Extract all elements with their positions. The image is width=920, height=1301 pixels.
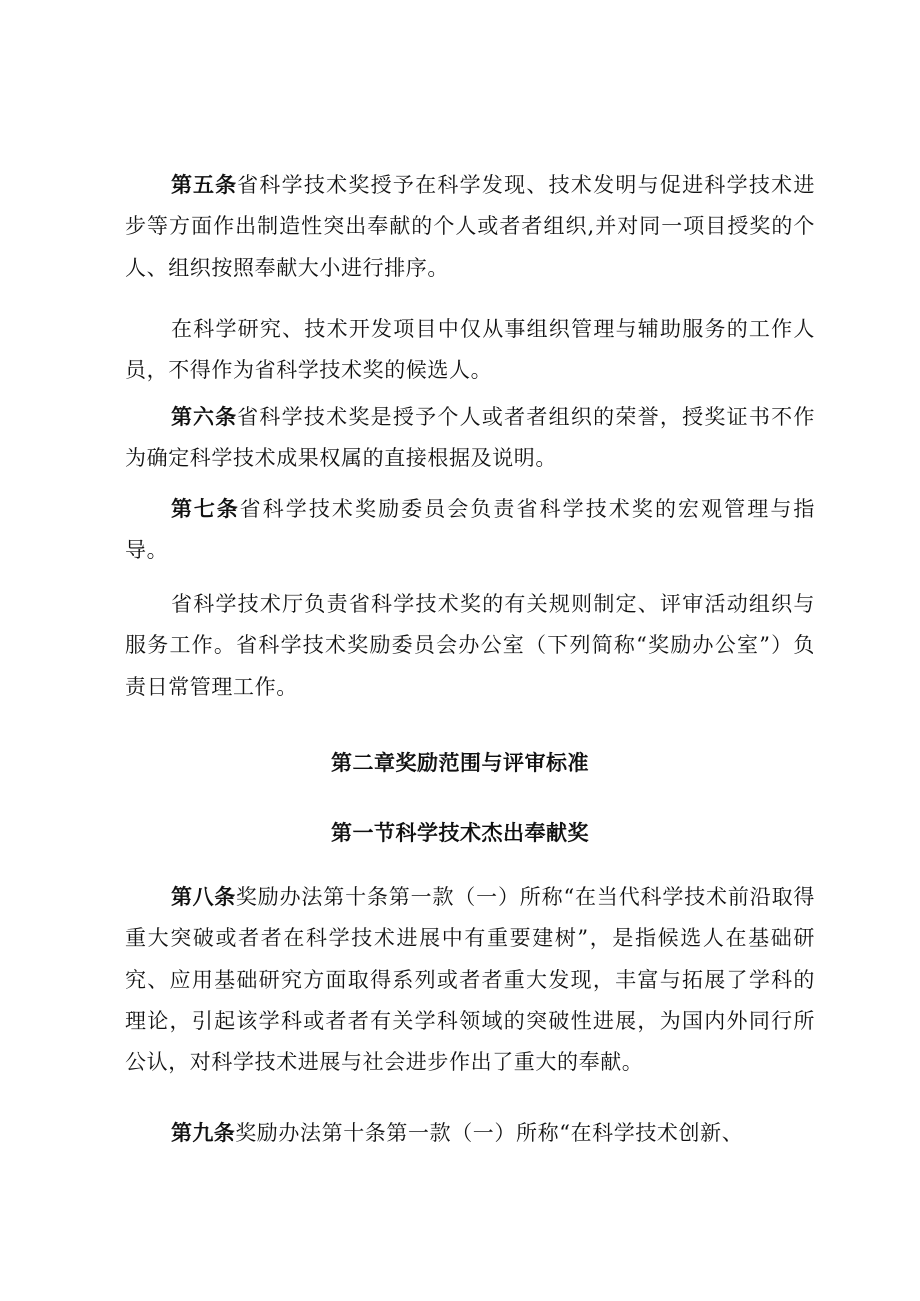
article-5-text: 省科学技术奖授予在科学发现、技术发明与促进科学技术进步等方面作出制造性突出奉献的个人或者者组织,并对同一项目授奖的个人、组织按照奉献大小进行排序。 bbox=[125, 173, 815, 280]
article-9-paragraph bbox=[125, 1113, 815, 1154]
article-7-label: 第七条 bbox=[171, 497, 240, 521]
article-8-paragraph bbox=[125, 877, 815, 1083]
article-7-text-2: 省科学技术厅负责省科学技术奖的有关规则制定、评审活动组织与服务工作。省科学技术奖励委员会办公室（下列简称“奖励办公室”）负责日常管理工作。 bbox=[125, 592, 815, 699]
article-9-text: 奖励办法第十条第一款（一）所称“在科学技术创新、 bbox=[235, 1121, 744, 1145]
article-8-label: 第八条 bbox=[171, 885, 236, 909]
article-5-label: 第五条 bbox=[171, 173, 238, 197]
article-8-text: 奖励办法第十条第一款（一）所称“在当代科学技术前沿取得重大突破或者者在科学技术进展中有重要建树”，是指候选人在基础研究、应用基础研究方面取得系列或者者重大发现，丰富与拓展了学科的理论，引起该学科或者者有关学科领域的突破性进展，为国内外同行所公认，对科学技术进展与社会进步作出了重大的奉献。 bbox=[125, 885, 816, 1075]
article-7-paragraph-2 bbox=[125, 584, 815, 708]
article-6-text: 省科学技术奖是授予个人或者者组织的荣誉，授奖证书不作为确定科学技术成果权属的直接根据及说明。 bbox=[125, 405, 815, 471]
section-heading: 第一节科学技术杰出奉献奖 bbox=[331, 821, 589, 845]
article-9-label: 第九条 bbox=[171, 1121, 236, 1145]
article-6-paragraph bbox=[125, 397, 815, 480]
article-5-paragraph bbox=[125, 165, 815, 289]
chapter-heading: 第二章奖励范围与评审标准 bbox=[331, 751, 589, 775]
article-7-text: 省科学技术奖励委员会负责省科学技术奖的宏观管理与指导。 bbox=[125, 497, 815, 563]
article-5-paragraph-2 bbox=[125, 309, 815, 392]
article-7-paragraph bbox=[125, 489, 815, 572]
article-6-label: 第六条 bbox=[171, 405, 238, 429]
article-5-text-2: 在科学研究、技术开发项目中仅从事组织管理与辅助服务的工作人员，不得作为省科学技术奖的候选人。 bbox=[125, 317, 815, 383]
